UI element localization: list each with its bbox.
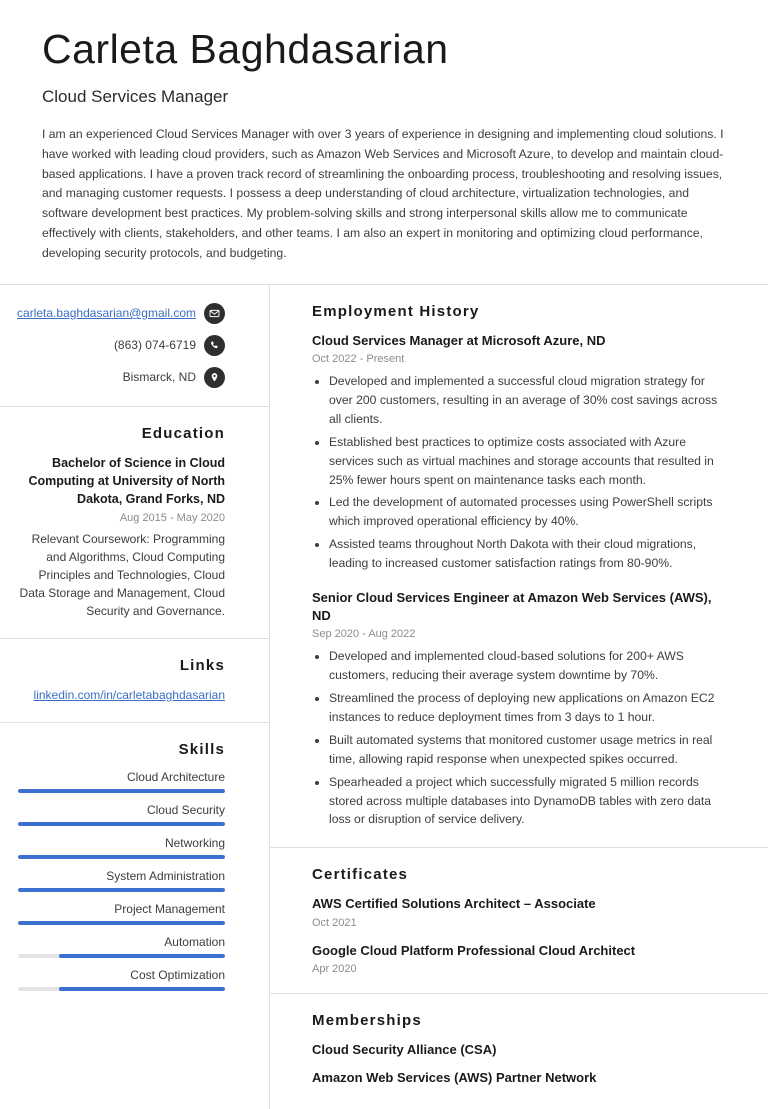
list-item: • Led the development of automated processes using PowerShell scripts which improved operational efficiency by 40%.: [329, 493, 726, 531]
skills-list: [18, 770, 225, 991]
skill-item: [18, 836, 225, 859]
skills-heading: Skills: [178, 740, 225, 758]
links-heading: Links: [179, 656, 225, 674]
employment-entry: [312, 332, 726, 574]
skill-progress-fill: [18, 855, 225, 859]
contact-email-row[interactable]: [18, 303, 225, 324]
contact-email[interactable]: carleta.baghdasarian@gmail.com: [17, 306, 196, 320]
employment-bullets: [312, 372, 726, 573]
certificate-date: Apr 2020: [312, 963, 357, 976]
skill-label: Networking: [164, 835, 225, 850]
skill-progress-track: [18, 987, 225, 991]
education-item: [18, 454, 225, 620]
list-item: • Streamlined the process of deploying new applications on Amazon EC2 instances to reduce deployment times from 3 days to 1 hour.: [329, 689, 726, 727]
employment-list: [312, 332, 726, 830]
skill-item: [18, 968, 225, 991]
contact-phone-row[interactable]: [18, 335, 225, 356]
skill-item: [18, 803, 225, 826]
link-linkedin[interactable]: linkedin.com/in/carletabaghdasarian: [33, 687, 225, 702]
skill-progress-track: [18, 921, 225, 925]
membership-entry: [312, 1041, 726, 1059]
skill-progress-track: [18, 855, 225, 859]
certificate-title: Google Cloud Platform Professional Cloud Architect: [312, 942, 636, 958]
skill-label: Cloud Security: [146, 802, 225, 817]
map-pin-icon: [204, 367, 225, 388]
list-item: • Developed and implemented cloud-based solutions for 200+ AWS customers, reducing their average system downtime by 70%.: [329, 647, 726, 685]
skills-section: [0, 723, 269, 1011]
contact-phone: (863) 074-6719: [113, 338, 196, 352]
certificate-date: Oct 2021: [312, 916, 357, 929]
main-content: [270, 285, 768, 1109]
education-title: Bachelor of Science in Cloud Computing at University of North Dakota, Grand Forks, ND: [28, 455, 225, 506]
page-title: Carleta Baghdasarian: [42, 26, 449, 72]
memberships-list: [312, 1041, 726, 1086]
skill-label: Automation: [164, 934, 225, 949]
certificates-heading: Certificates: [312, 866, 409, 884]
skill-item: [18, 935, 225, 958]
employment-date: Oct 2022 - Present: [312, 353, 405, 366]
certificate-entry: [312, 942, 726, 976]
employment-date: Sep 2020 - Aug 2022: [312, 628, 416, 641]
skill-item: [18, 869, 225, 892]
employment-heading: Employment History: [312, 302, 480, 320]
membership-entry: [312, 1069, 726, 1087]
skill-progress-fill: [18, 888, 225, 892]
employment-entry: [312, 589, 726, 829]
employment-section: [270, 285, 768, 849]
certificates-list: [312, 895, 726, 975]
professional-summary: I am an experienced Cloud Services Manager with over 3 years of experience in designing and implementing cloud solutions. I have worked with leading cloud providers, such as Amazon Web Services and Microsoft Azure, to develop and maintain cloud-based applications. I have a proven track record of streamlining the onboarding process, troubleshooting and resolving issues, and managing customer requests. I possess a deep understanding of cloud architecture, virtualization technologies, and software development best practices. My problem-solving skills and strong interpersonal skills allow me to communicate effectively with clients, stakeholders, and other teams. I am also an expert in monitoring and optimizing cloud performance, developing security protocols, and budgeting.: [42, 127, 724, 260]
list-item: • Built automated systems that monitored customer usage metrics in real time, allowing rapid response when unexpected spikes occurred.: [329, 731, 726, 769]
job-title: Cloud Services Manager: [42, 87, 229, 107]
list-item: • Established best practices to optimize costs associated with Azure services such as virtual machines and storage accounts that resulted in 25% fewer hours spent on maintenance tasks each month.: [329, 433, 726, 490]
education-section: [0, 407, 269, 639]
employment-title: Cloud Services Manager at Microsoft Azure, ND: [312, 332, 606, 348]
resume-header: [0, 0, 768, 264]
links-section: [0, 639, 269, 723]
sidebar: [0, 285, 270, 1109]
skill-progress-fill: [59, 954, 225, 958]
skill-progress-track: [18, 789, 225, 793]
certificates-section: [270, 848, 768, 994]
envelope-icon: [204, 303, 225, 324]
education-date: Aug 2015 - May 2020: [119, 511, 225, 524]
education-heading: Education: [141, 424, 225, 442]
employment-bullets: [312, 647, 726, 829]
skill-item: [18, 770, 225, 793]
skill-progress-track: [18, 954, 225, 958]
skill-label: Cost Optimization: [130, 967, 225, 982]
memberships-heading: Memberships: [312, 1012, 422, 1030]
resume-body: [0, 285, 768, 1109]
phone-icon: [204, 335, 225, 356]
skill-label: Cloud Architecture: [126, 769, 225, 784]
skill-item: [18, 902, 225, 925]
skill-progress-track: [18, 822, 225, 826]
contact-location-row: [18, 367, 225, 388]
membership-title: Cloud Security Alliance (CSA): [312, 1042, 497, 1058]
skill-label: Project Management: [114, 901, 225, 916]
membership-title: Amazon Web Services (AWS) Partner Network: [312, 1070, 597, 1085]
employment-title: Senior Cloud Services Engineer at Amazon Web Services (AWS), ND: [312, 590, 712, 623]
certificate-title: AWS Certified Solutions Architect – Associate: [312, 896, 596, 912]
education-description: Relevant Coursework: Programming and Algorithms, Cloud Computing Principles and Technologies, Cloud Data Storage and Management, Cloud Security and Governance.: [19, 531, 225, 618]
skill-label: System Administration: [106, 868, 225, 883]
list-item: • Developed and implemented a successful cloud migration strategy for over 200 customers, resulting in an average of 30% cost savings across all clients.: [329, 372, 726, 429]
skill-progress-fill: [18, 921, 225, 925]
contact-section: [0, 285, 269, 407]
skill-progress-fill: [59, 987, 225, 991]
skill-progress-track: [18, 888, 225, 892]
memberships-section: [270, 994, 768, 1108]
skill-progress-fill: [18, 789, 225, 793]
contact-location: Bismarck, ND: [122, 370, 196, 384]
certificate-entry: [312, 895, 726, 929]
skill-progress-fill: [18, 822, 225, 826]
list-item: • Spearheaded a project which successfully migrated 5 million records stored across multiple databases into DynamoDB tables with zero data loss or disruption of service delivery.: [329, 773, 726, 830]
list-item: • Assisted teams throughout North Dakota with their cloud migrations, leading to increased customer satisfaction ratings from 80-90%.: [329, 535, 726, 573]
